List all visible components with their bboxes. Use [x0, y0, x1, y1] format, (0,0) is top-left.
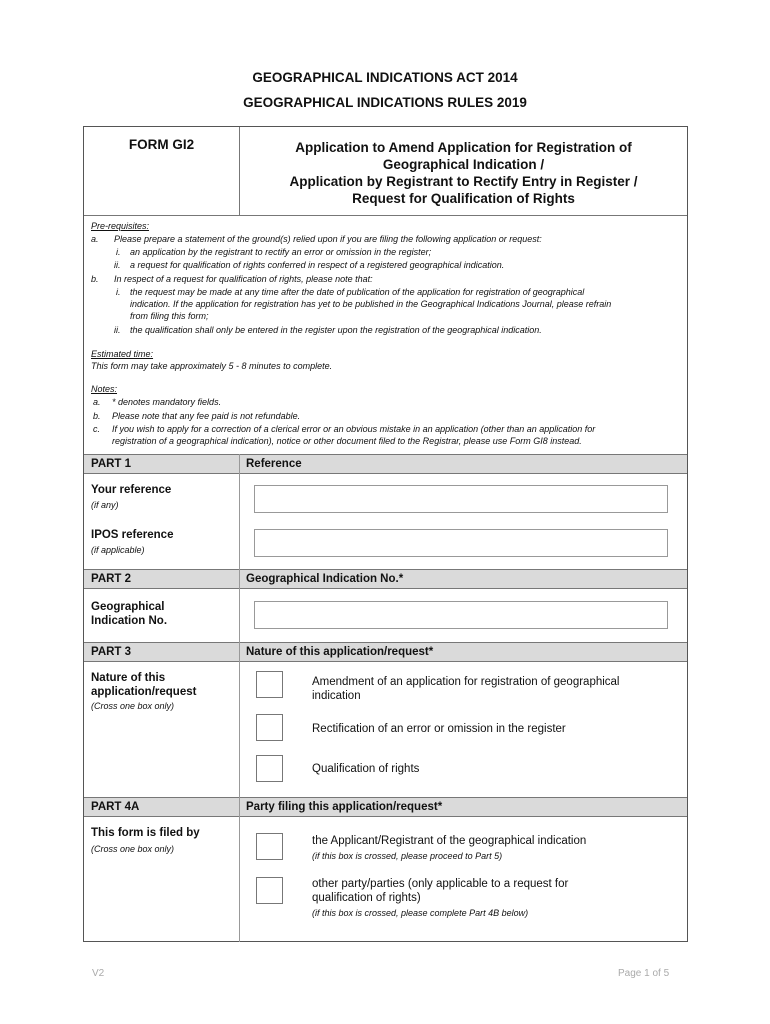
- prereq-a-marker: a.: [91, 234, 99, 244]
- part3-divider: [239, 642, 240, 797]
- part1-divider: [239, 454, 240, 570]
- prereq-a-ii-marker: ii.: [114, 260, 121, 270]
- your-reference-hint: (if any): [91, 500, 119, 510]
- prereq-b-ii-marker: ii.: [114, 325, 121, 335]
- part1-title: Reference: [246, 458, 302, 470]
- note-a-marker: a.: [93, 397, 101, 407]
- qualification-option: Qualification of rights: [312, 763, 420, 775]
- amendment-option: Amendment of an application for registration of geographical indication: [312, 676, 620, 702]
- note-b-marker: b.: [93, 411, 101, 421]
- note-c: If you wish to apply for a correction of a clerical error or an obvious mistake in an application (other than an application for registration of a geographical indication), notice or other document filed to the Registrar, please use Form GI8 instead.: [112, 424, 596, 446]
- prereq-b-i: the request may be made at any time after the date of publication of the application for registration of geographical indication. If the application for registration has yet to be published in the Geographical Indications Journal, please refrain from filing this form;: [130, 287, 612, 321]
- rectification-checkbox[interactable]: [256, 714, 283, 741]
- your-reference-input[interactable]: [254, 485, 668, 513]
- part4a-header: [84, 797, 687, 817]
- applicant-checkbox[interactable]: [256, 833, 283, 860]
- qualification-checkbox[interactable]: [256, 755, 283, 782]
- prereq-a-i: an application by the registrant to rectify an error or omission in the register;: [130, 247, 432, 257]
- amendment-checkbox[interactable]: [256, 671, 283, 698]
- part1-label: PART 1: [91, 458, 132, 470]
- act-title: GEOGRAPHICAL INDICATIONS ACT 2014: [252, 70, 518, 85]
- ipos-reference-hint: (if applicable): [91, 545, 145, 555]
- part1-header: [84, 454, 687, 474]
- your-reference-label: Your reference: [91, 484, 172, 496]
- rectification-option: Rectification of an error or omission in the register: [312, 723, 566, 735]
- page-number: Page 1 of 5: [618, 968, 670, 979]
- part2-divider: [239, 569, 240, 642]
- gi-number-input[interactable]: [254, 601, 668, 629]
- prereq-a-i-marker: i.: [116, 247, 121, 257]
- nature-label: Nature of this application/request: [91, 672, 197, 698]
- note-b: Please note that any fee paid is not refundable.: [112, 411, 301, 421]
- form-code: FORM GI2: [128, 137, 195, 152]
- part4a-label: PART 4A: [91, 801, 140, 813]
- form-title-block: [84, 127, 687, 216]
- filed-by-hint: (Cross one box only): [91, 844, 175, 854]
- nature-hint: (Cross one box only): [91, 701, 175, 711]
- gi-number-label: Geographical Indication No.: [91, 601, 168, 627]
- ipos-reference-input[interactable]: [254, 529, 668, 557]
- estimated-heading: Estimated time:: [91, 349, 154, 359]
- rules-title: GEOGRAPHICAL INDICATIONS RULES 2019: [243, 95, 527, 110]
- other-party-checkbox[interactable]: [256, 877, 283, 904]
- prereq-b-ii: the qualification shall only be entered in the register upon the registration of the geographical indication.: [130, 325, 542, 335]
- prereq-heading: Pre-requisites:: [91, 221, 150, 231]
- other-party-note: (if this box is crossed, please complete Part 4B below): [312, 908, 529, 918]
- form-title: Application to Amend Application for Registration of Geographical Indication / Application by Registrant to Rectify Entry in Register / Request for Qualification of Rights: [289, 140, 638, 206]
- form-frame: [83, 126, 688, 942]
- note-c-marker: c.: [93, 424, 101, 434]
- prereq-a-ii: a request for qualification of rights conferred in respect of a registered geographical indication.: [130, 260, 505, 270]
- part3-title: Nature of this application/request*: [246, 646, 434, 658]
- part2-header: [84, 569, 687, 589]
- part2-label: PART 2: [91, 573, 132, 585]
- prereq-b: In respect of a request for qualification of rights, please note that:: [114, 274, 373, 284]
- part3-header: [84, 642, 687, 662]
- version-label: V2: [92, 968, 105, 979]
- part2-title: Geographical Indication No.*: [246, 573, 404, 585]
- applicant-note: (if this box is crossed, please proceed to Part 5): [312, 851, 503, 861]
- prereq-a: Please prepare a statement of the ground(s) relied upon if you are filing the following application or request:: [114, 234, 542, 244]
- part4a-title: Party filing this application/request*: [246, 801, 443, 813]
- estimated-text: This form may take approximately 5 - 8 minutes to complete.: [91, 361, 333, 371]
- note-a: * denotes mandatory fields.: [112, 397, 222, 407]
- part3-label: PART 3: [91, 646, 132, 658]
- filed-by-label: This form is filed by: [91, 827, 200, 839]
- notes-heading: Notes:: [91, 384, 118, 394]
- ipos-reference-label: IPOS reference: [91, 529, 174, 541]
- applicant-option: the Applicant/Registrant of the geographical indication: [312, 835, 587, 847]
- prereq-b-marker: b.: [91, 274, 99, 284]
- part4a-divider: [239, 797, 240, 942]
- other-party-option: other party/parties (only applicable to a request for qualification of rights): [312, 878, 569, 904]
- prereq-b-i-marker: i.: [116, 287, 121, 297]
